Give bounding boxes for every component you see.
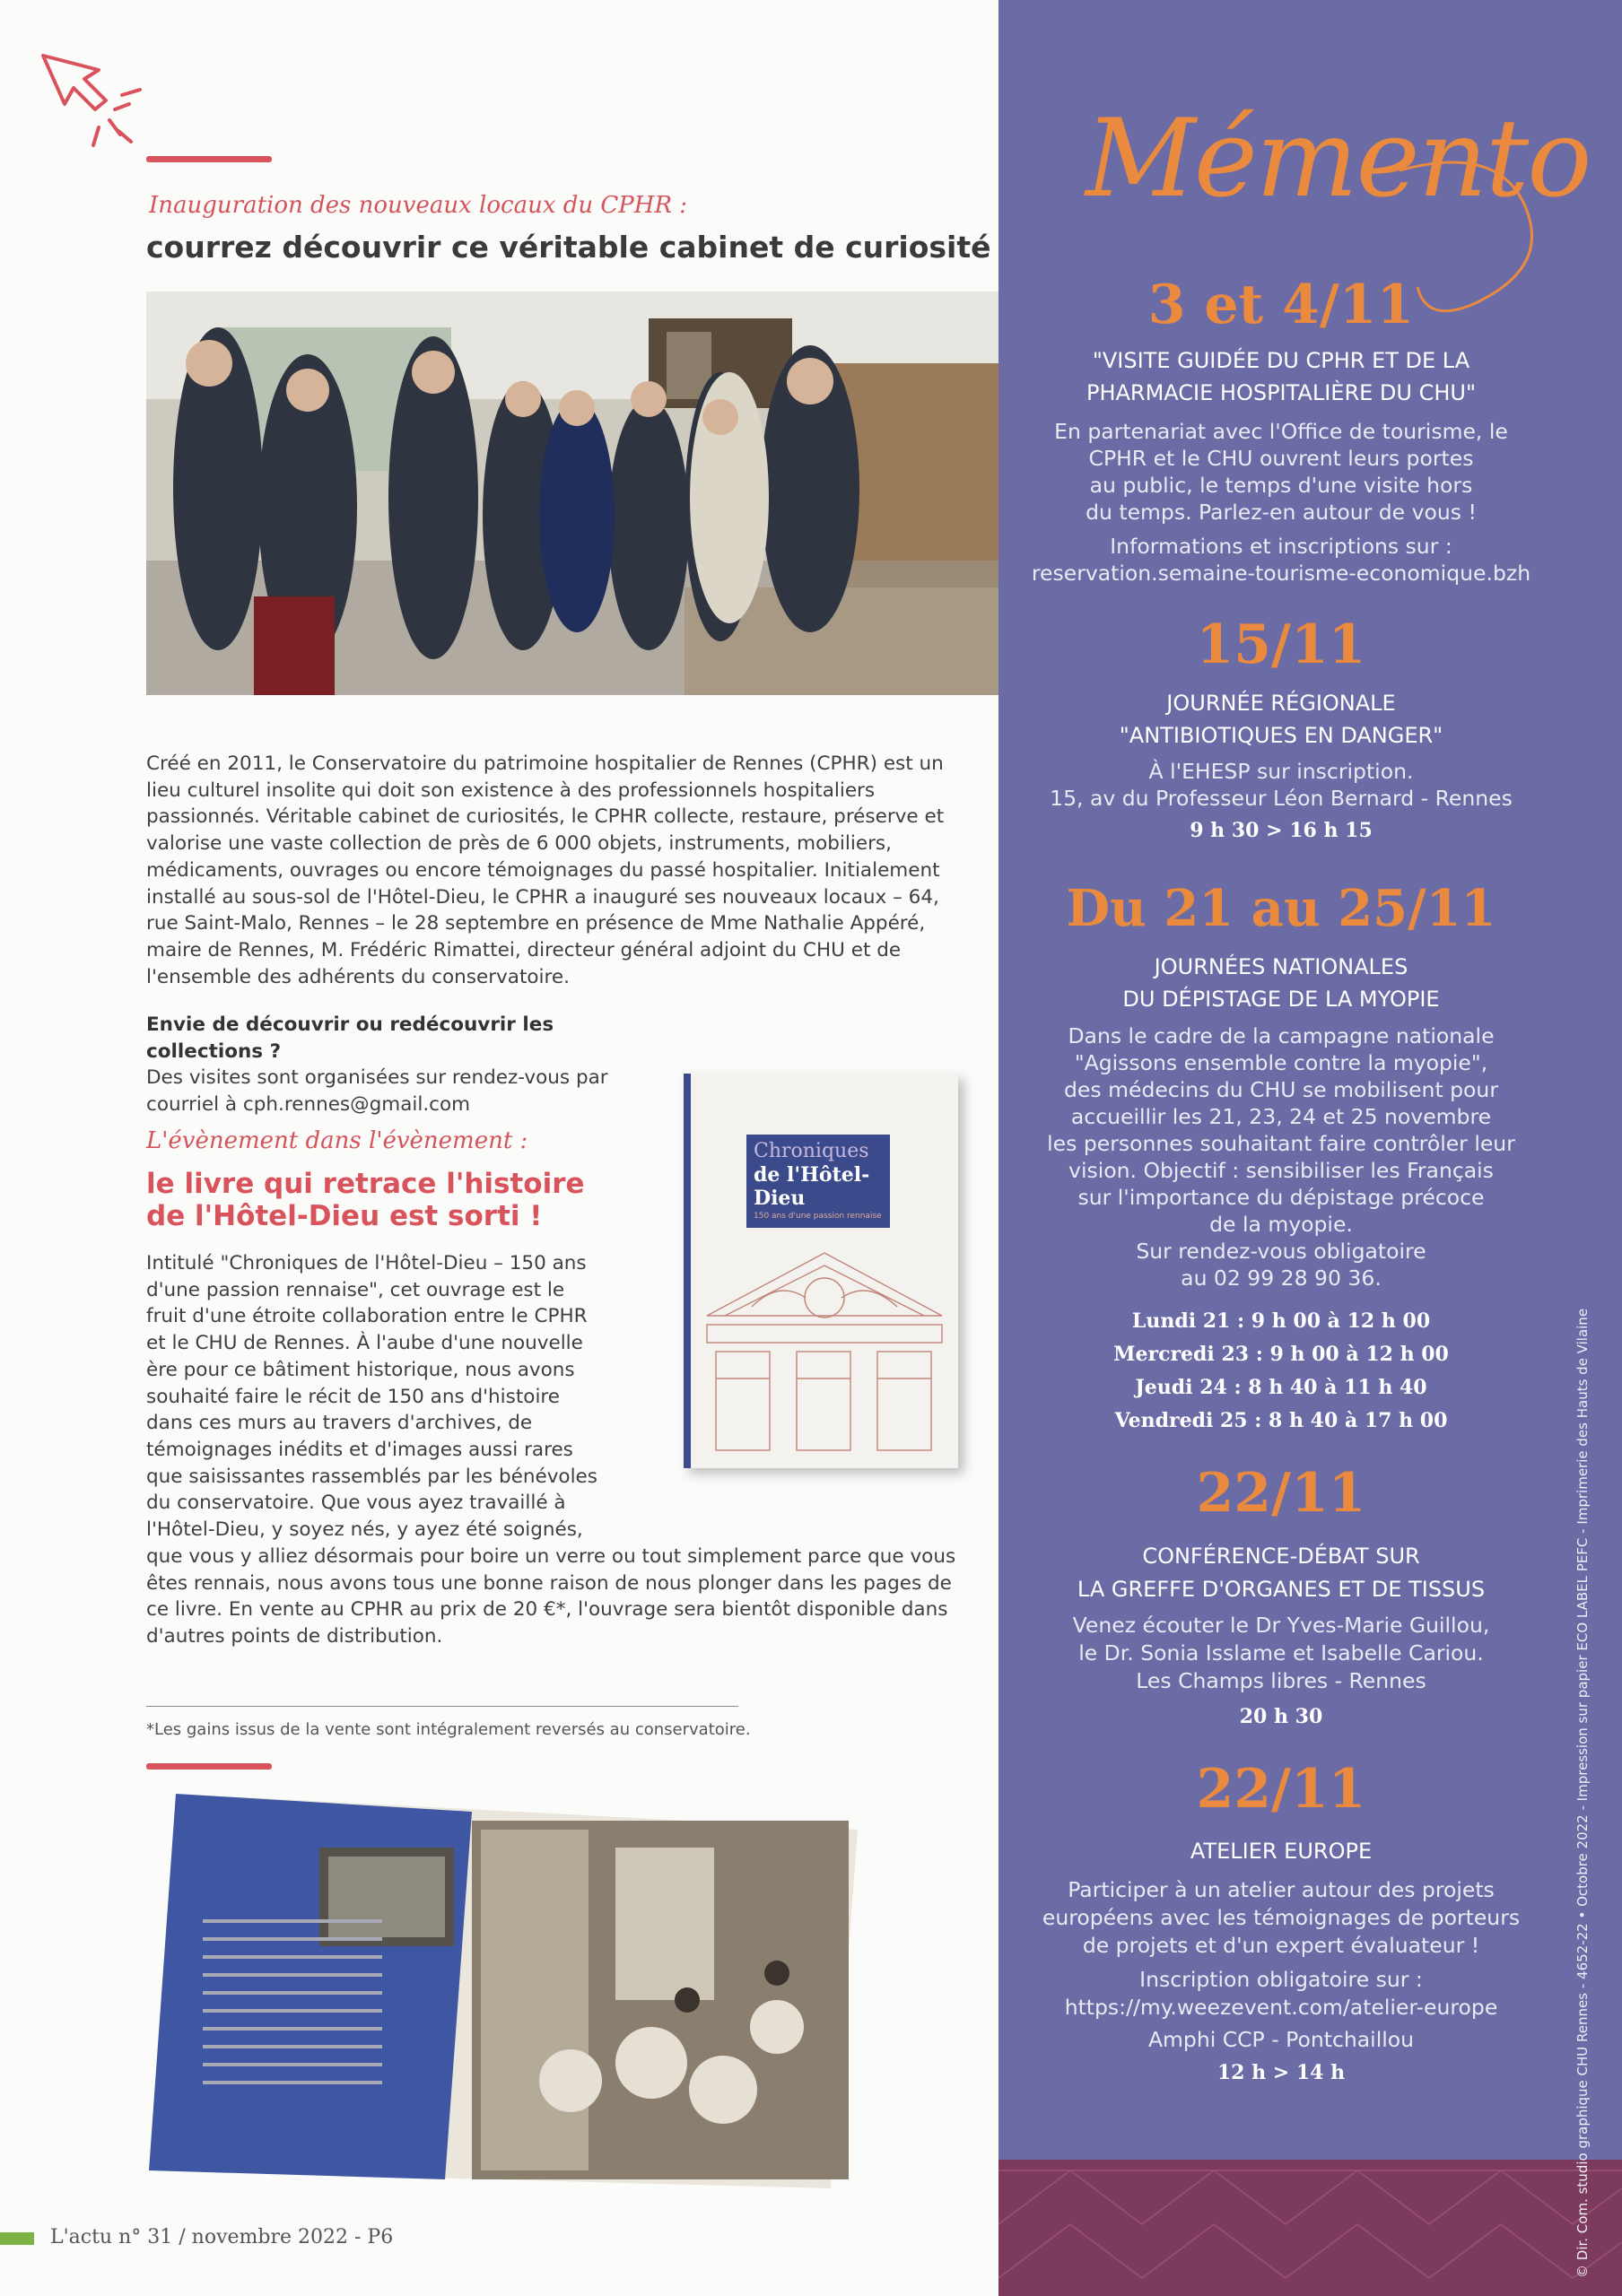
book-body-wide <box>146 1544 958 1650</box>
event-schedule-line: Lundi 21 : 9 h 00 à 12 h 00 <box>1131 1309 1431 1333</box>
event-title-line: CONFÉRENCE-DÉBAT SUR <box>1142 1544 1420 1569</box>
footnote: *Les gains issus de la vente sont intégralement reversés au conservatoire. <box>146 1720 751 1739</box>
event-schedule-line: Vendredi 25 : 8 h 40 à 17 h 00 <box>1114 1409 1448 1432</box>
event-date: 22/11 <box>1196 1462 1366 1525</box>
book-cover-subtitle: 150 ans d'une passion rennaise <box>754 1212 882 1221</box>
event-date: Du 21 au 25/11 <box>1066 879 1496 938</box>
memento-title: Mémento <box>1086 97 1591 222</box>
book-paragraph-line: fruit d'une étroite collaboration entre le CPHR <box>146 1305 588 1328</box>
book-body-narrow <box>146 1250 685 1544</box>
section-rule <box>146 156 272 162</box>
event-text-line: Inscription obligatoire sur : <box>1139 1967 1423 1992</box>
section-rule-2 <box>146 1763 272 1770</box>
event-text-line: de la myopie. <box>1209 1212 1353 1237</box>
event-text-line: À l'EHESP sur inscription. <box>1148 759 1414 784</box>
book-cover-title-2: de l'Hôtel-Dieu <box>754 1163 870 1210</box>
book-paragraph-line: souhaité faire le récit de 150 ans d'histoire <box>146 1385 561 1408</box>
event-text-line: Informations et inscriptions sur : <box>1110 534 1452 559</box>
book-cover-title-1: Chroniques <box>754 1140 869 1162</box>
book-paragraph-end: que vous y alliez désormais pour boire un verre ou tout simplement parce que vous êtes rennais, nous avons tous une bonne raison de nous plonger dans les pages de ce livre. En vente au CPHR au prix de 20 €*, l'ouvrage sera bientôt disponible dans d'autres points de distribution. <box>146 1545 956 1648</box>
book-paragraph-line: l'Hôtel-Dieu, y soyez nés, y ayez été soignés, <box>146 1518 583 1542</box>
article-headline: courrez découvrir ce véritable cabinet de curiosité <box>146 230 991 265</box>
event-text-line: sur l'importance du dépistage précoce <box>1077 1185 1485 1210</box>
event-schedule-line: Jeudi 24 : 8 h 40 à 11 h 40 <box>1135 1376 1427 1399</box>
event-date: 15/11 <box>1196 613 1366 676</box>
cta-question: Envie de découvrir ou redécouvrir les collections ? <box>146 1013 554 1063</box>
event-text-line: vision. Objectif : sensibiliser les Français <box>1068 1158 1494 1183</box>
event-text-line: CPHR et le CHU ouvrent leurs portes <box>1088 446 1474 471</box>
book-headline-line1: le livre qui retrace l'histoire <box>146 1168 585 1200</box>
article-body <box>146 751 954 990</box>
event-date: 22/11 <box>1196 1758 1366 1821</box>
event-text-line: européens avec les témoignages de porteurs <box>1042 1905 1521 1930</box>
event-text-line: Les Champs libres - Rennes <box>1136 1668 1426 1693</box>
book-paragraph-line: Intitulé "Chroniques de l'Hôtel-Dieu – 150 ans <box>146 1252 587 1274</box>
click-cursor-icon <box>36 45 153 161</box>
event-title-line: "ANTIBIOTIQUES EN DANGER" <box>1119 723 1443 748</box>
article-paragraph: Créé en 2011, le Conservatoire du patrimoine hospitalier de Rennes (CPHR) est un lieu culturel insolite qui doit son existence à des professionnels hospitaliers passionnés. Véritable cabinet de curiosités, le CPHR collecte, restaure, préserve et valorise une vaste collection de près de 6 000 objets, instruments, mobiliers, médicaments, ouvrages ou encore témoignages du passé hospitalier. Initialement installé au sous-sol de l'Hôtel-Dieu, le CPHR a inauguré ses nouveaux locaux – 64, rue Saint-Malo, Rennes – le 28 septembre en présence de Mme Nathalie Appéré, maire de Rennes, M. Frédéric Rimattei, directeur général adjoint du CHU et de l'ensemble des adhérents du conservatoire. <box>146 752 945 988</box>
book-paragraph-line: ère pour ce bâtiment historique, nous avons <box>146 1358 575 1381</box>
event-text-line: Participer à un atelier autour des projets <box>1068 1877 1495 1902</box>
book-cover-drawing <box>698 1235 951 1459</box>
event-text-line: au 02 99 28 90 36. <box>1181 1265 1382 1291</box>
event-text-line: 15, av du Professeur Léon Bernard - Rennes <box>1050 786 1513 811</box>
event-text-line: des médecins du CHU se mobilisent pour <box>1064 1077 1498 1102</box>
footnote-rule <box>146 1706 738 1707</box>
open-book-photo <box>149 1794 867 2188</box>
book-cover-title-block <box>746 1135 890 1228</box>
footer-marker <box>0 2232 34 2245</box>
event-date: 3 et 4/11 <box>1147 274 1415 336</box>
event-title-line: ATELIER EUROPE <box>1190 1839 1373 1864</box>
event-time: 20 h 30 <box>1239 1705 1323 1728</box>
event-link[interactable]: reservation.semaine-tourisme-economique.bzh <box>1031 561 1531 586</box>
event-text-line: "Agissons ensemble contre la myopie", <box>1074 1050 1488 1075</box>
book-kicker: L'évènement dans l'évènement : <box>146 1127 528 1154</box>
book-paragraph-line: que saisissantes rassemblés par les bénévoles <box>146 1465 597 1488</box>
event-text-line: En partenariat avec l'Office de tourisme, le <box>1054 419 1508 444</box>
event-title-line: DU DÉPISTAGE DE LA MYOPIE <box>1122 987 1440 1012</box>
event-text-line: de projets et d'un expert évaluateur ! <box>1082 1933 1480 1958</box>
article-kicker: Inauguration des nouveaux locaux du CPHR : <box>149 192 688 219</box>
inauguration-photo <box>146 291 998 695</box>
event-text-line: le Dr. Sonia Isslame et Isabelle Cariou. <box>1078 1640 1484 1665</box>
book-paragraph-line: et le CHU de Rennes. À l'aube d'une nouvelle <box>146 1332 583 1355</box>
article-cta <box>146 1012 649 1118</box>
event-title-line: JOURNÉES NATIONALES <box>1154 954 1408 979</box>
event-text-line: Sur rendez-vous obligatoire <box>1136 1239 1426 1264</box>
event-schedule-line: Mercredi 23 : 9 h 00 à 12 h 00 <box>1113 1343 1449 1366</box>
book-paragraph-line: d'une passion rennaise", cet ouvrage est le <box>146 1278 565 1301</box>
event-text-line: au public, le temps d'une visite hors <box>1089 473 1473 498</box>
event-title-line: PHARMACIE HOSPITALIÈRE DU CHU" <box>1086 380 1477 405</box>
footer-folio: L'actu n° 31 / novembre 2022 - P6 <box>50 2226 394 2248</box>
book-paragraph-line: témoignages inédits et d'images aussi rares <box>146 1438 573 1461</box>
event-title-line: JOURNÉE RÉGIONALE <box>1166 691 1396 716</box>
event-text-line: Venez écouter le Dr Yves-Marie Guillou, <box>1072 1613 1490 1638</box>
event-text-line: les personnes souhaitant faire contrôler leur <box>1047 1131 1515 1156</box>
event-link[interactable]: https://my.weezevent.com/atelier-europe <box>1064 1995 1498 2020</box>
event-text-line: Amphi CCP - Pontchaillou <box>1147 2027 1415 2052</box>
event-title-line: LA GREFFE D'ORGANES ET DE TISSUS <box>1077 1577 1486 1602</box>
event-text-line: Dans le cadre de la campagne nationale <box>1068 1023 1495 1048</box>
memento-pattern <box>998 2152 1622 2296</box>
cta-text: Des visites sont organisées sur rendez-vous par courriel à cph.rennes@gmail.com <box>146 1066 608 1117</box>
credits-vertical: © Dir. Com. studio graphique CHU Rennes - 4652-22 • Octobre 2022 - Impression sur papier ECO LABEL PEFC - Imprimerie des Hauts de Vilaine <box>1574 1308 1591 2278</box>
event-title-line: "VISITE GUIDÉE DU CPHR ET DE LA <box>1092 348 1470 373</box>
book-paragraph-line: du conservatoire. Que vous ayez travaillé à <box>146 1492 566 1515</box>
book-paragraph-line: dans ces murs au travers d'archives, de <box>146 1412 533 1435</box>
event-time: 9 h 30 > 16 h 15 <box>1190 819 1373 842</box>
book-cover <box>684 1074 958 1468</box>
event-text-line: du temps. Parlez-en autour de vous ! <box>1086 500 1477 525</box>
book-headline-line2: de l'Hôtel-Dieu est sorti ! <box>146 1200 543 1232</box>
event-time: 12 h > 14 h <box>1216 2061 1346 2084</box>
event-text-line: accueillir les 21, 23, 24 et 25 novembre <box>1070 1104 1492 1129</box>
